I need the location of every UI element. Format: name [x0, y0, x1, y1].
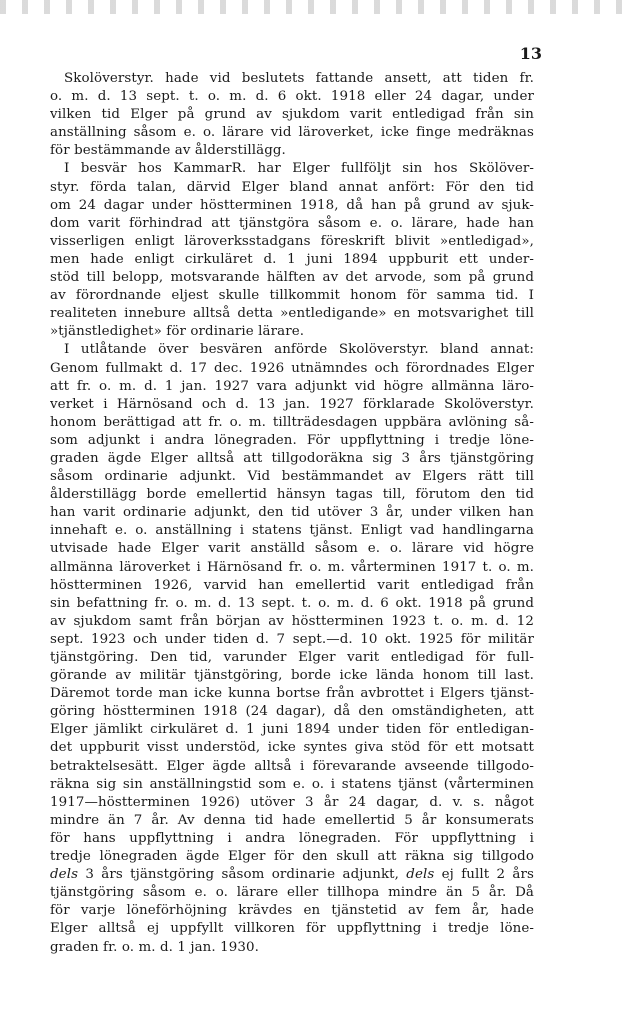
- text-line: ålderstillägg borde emellertid hänsyn tagas till, förutom den tid: [50, 487, 534, 503]
- text-line: mindre än 7 år. Av denna tid hade emellertid 5 år konsumerats: [50, 812, 534, 828]
- text-line: sin befattning fr. o. m. d. 13 sept. t. o. m. d. 6 okt. 1918 på grund: [50, 595, 534, 611]
- text-line: sept. 1923 och under tiden d. 7 sept.—d. 10 okt. 1925 för militär: [50, 631, 534, 647]
- text-line: räkna sig sin anställningstid som e. o. i statens tjänst (vårterminen: [50, 776, 534, 792]
- text-line: tjänstgöring. Den tid, varunder Elger varit entledigad för full-: [50, 650, 534, 665]
- text-line: Däremot torde man icke kunna bortse från avbrottet i Elgers tjänst-: [50, 686, 534, 702]
- text-line: styr. förda talan, därvid Elger bland annat anfört: För den tid: [50, 179, 534, 195]
- text-line: tjänstgöring såsom e. o. lärare eller tillhopa mindre än 5 år. Då: [50, 885, 534, 901]
- text-line: om 24 dagar under höstterminen 1918, då han på grund av sjuk-: [50, 197, 534, 213]
- text-line: I utlåtande över besvären anförde Skolöverstyr. bland annat:: [64, 342, 534, 358]
- text-line: som adjunkt i andra lönegraden. För uppflyttning i tredje löne-: [50, 432, 534, 448]
- text-line: I besvär hos KammarR. har Elger fullföljt sin hos Skölöver-: [64, 161, 534, 177]
- text-line: betraktelsesätt. Elger ägde alltså i förevarande avseende tillgodo-: [50, 758, 534, 774]
- text-line: visserligen enligt läroverksstadgans föreskrift blivit »entledigad»,: [50, 233, 534, 249]
- text-line: Elger alltså ej uppfyllt villkoren för uppflyttning i tredje löne-: [50, 921, 534, 937]
- text-line: dels 3 års tjänstgöring såsom ordinarie adjunkt, dels ej fullt 2 års: [50, 867, 534, 883]
- text-line: för bestämmande av ålderstillägg.: [50, 143, 286, 159]
- text-line: Genom fullmakt d. 17 dec. 1926 utnämndes och förordnades Elger: [50, 360, 534, 376]
- text-line: görande av militär tjänstgöring, borde icke lända honom till last.: [50, 668, 534, 684]
- text-line: realiteten innebure alltså detta »entledigande» en motsvarighet till: [50, 306, 534, 322]
- text-line: graden fr. o. m. d. 1 jan. 1930.: [50, 939, 259, 955]
- text-line: dom varit förhindrad att tjänstgöra såsom e. o. lärare, hade han: [50, 215, 534, 231]
- text-line: göring höstterminen 1918 (24 dagar), då den omständigheten, att: [50, 704, 534, 720]
- text-line: för hans uppflyttning i andra lönegraden. För uppflyttning i: [50, 830, 534, 846]
- text-line: graden ägde Elger alltså att tillgodoräkna sig 3 års tjänstgöring: [50, 450, 534, 466]
- text-line: höstterminen 1926, varvid han emellertid varit entledigad från: [50, 577, 534, 593]
- text-line: verket i Härnösand och d. 13 jan. 1927 förklarade Skolöverstyr.: [50, 396, 534, 412]
- text-line: såsom ordinarie adjunkt. Vid bestämmandet av Elgers rätt till: [50, 469, 534, 485]
- text-line: vilken tid Elger på grund av sjukdom varit entledigad från sin: [50, 107, 534, 123]
- text-line: o. m. d. 13 sept. t. o. m. d. 6 okt. 1918 eller 24 dagar, under: [50, 89, 534, 105]
- text-line: av förordnande eljest skulle tillkommit honom för samma tid. I: [50, 288, 534, 304]
- text-line: han varit ordinarie adjunkt, den tid utöver 3 år, under vilken han: [50, 505, 534, 521]
- text-line: tredje lönegraden ägde Elger för den skull att räkna sig tillgodo: [50, 849, 534, 865]
- text-line: Skolöverstyr. hade vid beslutets fattande ansett, att tiden fr.: [64, 71, 534, 86]
- text-line: utvisade hade Elger varit anställd såsom e. o. lärare vid högre: [50, 541, 534, 557]
- text-line: 1917—höstterminen 1926) utöver 3 år 24 dagar, d. v. s. något: [50, 794, 534, 810]
- text-line: för varje löneförhöjning krävdes en tjänstetid av fem år, hade: [50, 903, 534, 919]
- text-line: Elger jämlikt cirkuläret d. 1 juni 1894 under tiden för entledigan-: [50, 722, 534, 738]
- text-line: av sjukdom samt från början av höstterminen 1923 t. o. m. d. 12: [50, 613, 534, 629]
- scan-top-edge: [0, 0, 624, 14]
- text-line: det uppburit visst understöd, icke syntes giva stöd för ett motsatt: [50, 740, 534, 756]
- text-line: men hade enligt cirkuläret d. 1 juni 1894 uppburit ett under-: [50, 251, 534, 267]
- text-line: anställning såsom e. o. lärare vid läroverket, icke finge medräknas: [50, 125, 534, 141]
- text-line: allmänna läroverket i Härnösand fr. o. m. vårterminen 1917 t. o. m.: [50, 559, 534, 575]
- text-line: stöd till belopp, motsvarande hälften av det arvode, som på grund: [50, 270, 534, 286]
- text-line: »tjänstledighet» för ordinarie lärare.: [50, 324, 305, 340]
- page-number: 13: [519, 44, 542, 63]
- text-line: honom berättigad att fr. o. m. tillträdesdagen uppbära avlöning så-: [50, 414, 534, 430]
- body-text: [50, 70, 534, 957]
- text-line: innehaft e. o. anställning i statens tjänst. Enligt vad handlingarna: [50, 523, 534, 539]
- text-line: att fr. o. m. d. 1 jan. 1927 vara adjunkt vid högre allmänna läro-: [50, 378, 534, 394]
